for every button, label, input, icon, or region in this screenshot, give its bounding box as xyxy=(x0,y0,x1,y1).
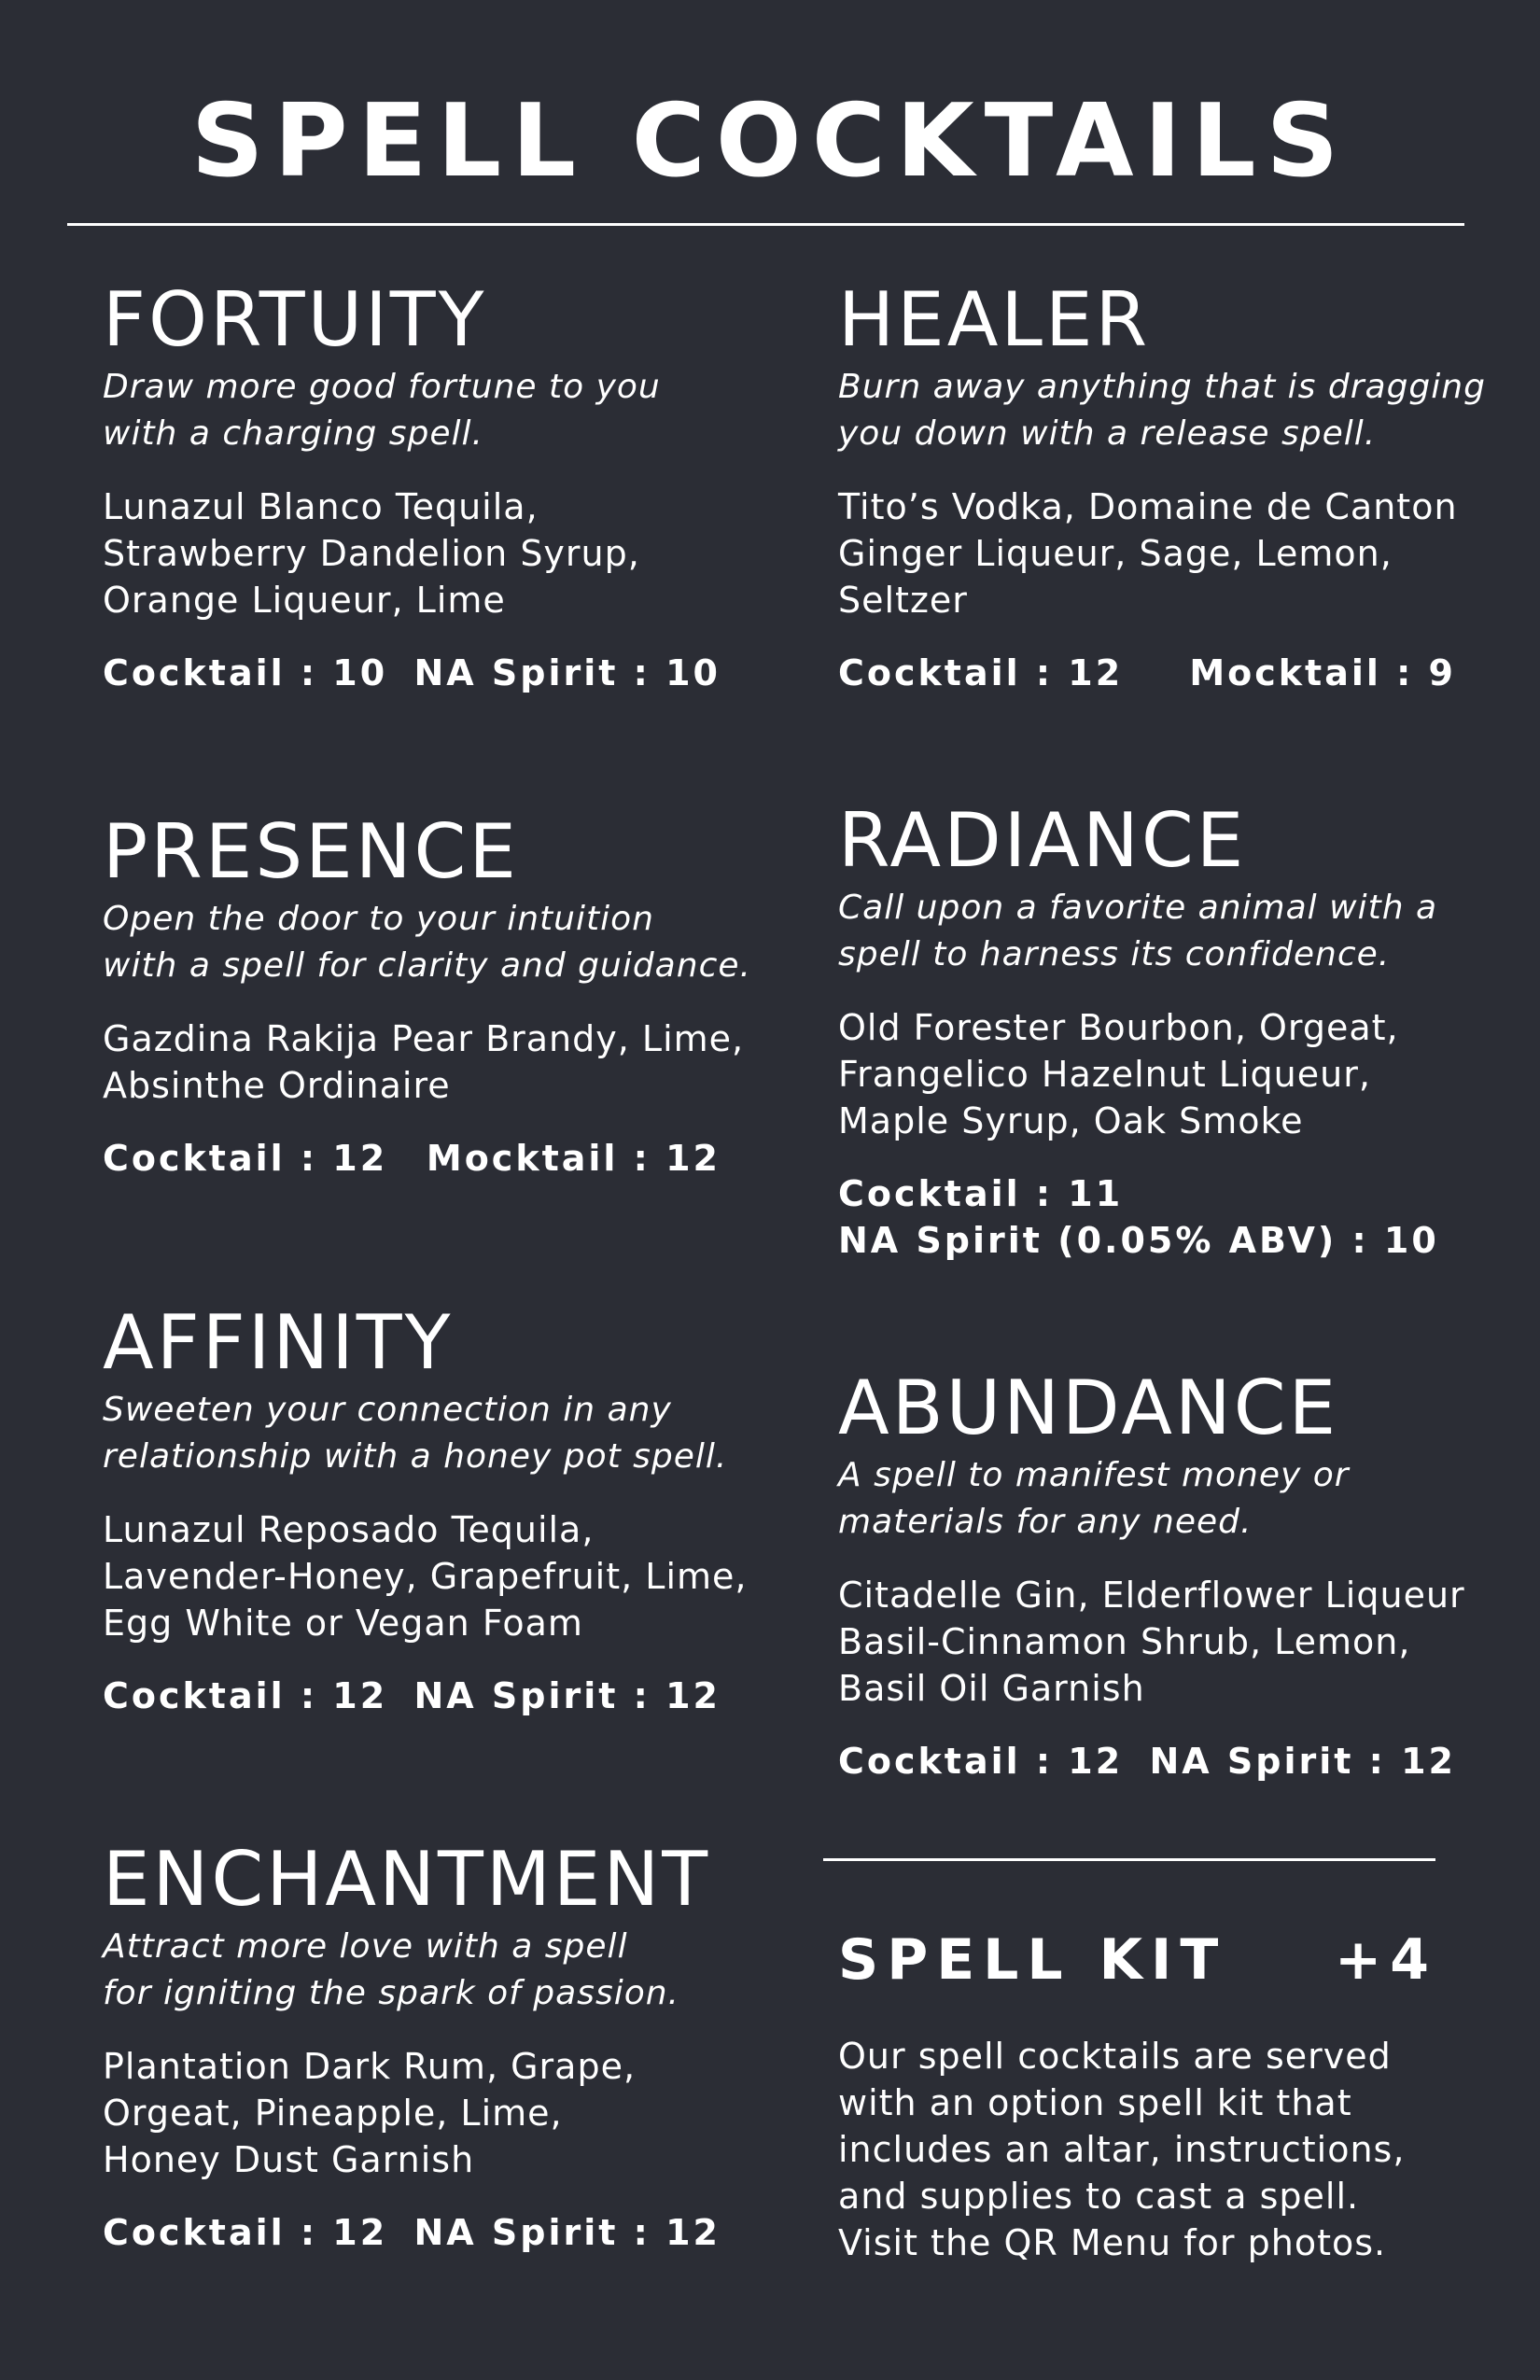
item-ingredients: Citadelle Gin, Elderflower Liqueur Basil-Cinnamon Shrub, Lemon, Basil Oil Garnish xyxy=(838,1575,1465,1709)
item-name: RADIANCE xyxy=(838,797,1247,884)
price-cocktail: Cocktail : 12 xyxy=(838,1741,1124,1782)
item-prices xyxy=(103,2209,721,2256)
item-ingredients: Lunazul Reposado Tequila, Lavender-Honey, Grapefruit, Lime, Egg White or Vegan Foam xyxy=(103,1509,748,1644)
spell-kit-section xyxy=(838,1923,1445,2302)
menu-item-enchantment xyxy=(103,1838,775,2256)
menu-item-healer xyxy=(838,278,1510,696)
item-description: Call upon a favorite animal with a spell to harness its confidence. xyxy=(838,889,1438,973)
price-na-spirit: NA Spirit : 12 xyxy=(413,1675,721,1716)
menu-item-affinity xyxy=(103,1301,775,1719)
price-na-spirit: NA Spirit (0.05% ABV) : 10 xyxy=(838,1220,1439,1261)
item-description: A spell to manifest money or materials for any need. xyxy=(838,1456,1350,1541)
item-ingredients: Old Forester Bourbon, Orgeat, Frangelico Hazelnut Liqueur, Maple Syrup, Oak Smoke xyxy=(838,1007,1399,1141)
price-cocktail: Cocktail : 11 xyxy=(838,1173,1124,1214)
item-prices xyxy=(838,1170,1456,1264)
spell-kit-divider xyxy=(823,1858,1435,1861)
price-mocktail: Mocktail : 12 xyxy=(426,1138,721,1179)
price-na-spirit: NA Spirit : 12 xyxy=(413,2212,721,2253)
item-name: HEALER xyxy=(838,276,1151,363)
item-prices xyxy=(838,1738,1456,1785)
price-cocktail: Cocktail : 12 xyxy=(838,652,1124,693)
page-title: SPELL COCKTAILS xyxy=(190,83,1350,200)
item-name: ABUNDANCE xyxy=(838,1365,1339,1451)
spell-kit-description: Our spell cocktails are served with an option spell kit that includes an altar, instructions, and supplies to cast a spell. Visit the QR Menu for photos. xyxy=(838,2036,1406,2263)
price-cocktail: Cocktail : 10 xyxy=(103,652,388,693)
item-prices xyxy=(103,650,721,696)
spell-kit-header xyxy=(838,1923,1437,1997)
item-name: AFFINITY xyxy=(103,1299,454,1386)
item-ingredients: Gazdina Rakija Pear Brandy, Lime, Absinthe Ordinaire xyxy=(103,1018,745,1106)
price-cocktail: Cocktail : 12 xyxy=(103,2212,388,2253)
item-description: Sweeten your connection in any relationship with a honey pot spell. xyxy=(103,1391,728,1476)
item-ingredients: Tito’s Vodka, Domaine de Canton Ginger Liqueur, Sage, Lemon, Seltzer xyxy=(838,486,1458,621)
item-description: Burn away anything that is dragging you down with a release spell. xyxy=(838,368,1486,453)
item-prices xyxy=(838,650,1456,696)
item-name: ENCHANTMENT xyxy=(103,1836,711,1923)
menu-item-fortuity xyxy=(103,278,775,696)
price-mocktail: Mocktail : 9 xyxy=(1189,652,1456,693)
item-name: FORTUITY xyxy=(103,276,487,363)
price-cocktail: Cocktail : 12 xyxy=(103,1138,388,1179)
item-ingredients: Lunazul Blanco Tequila, Strawberry Dandelion Syrup, Orange Liqueur, Lime xyxy=(103,486,640,621)
item-ingredients: Plantation Dark Rum, Grape, Orgeat, Pineapple, Lime, Honey Dust Garnish xyxy=(103,2046,637,2180)
price-cocktail: Cocktail : 12 xyxy=(103,1675,388,1716)
spell-kit-price: +4 xyxy=(1334,1927,1437,1993)
item-prices xyxy=(103,1135,721,1182)
price-na-spirit: NA Spirit : 12 xyxy=(1149,1741,1456,1782)
menu-item-radiance xyxy=(838,799,1510,1264)
item-name: PRESENCE xyxy=(103,808,519,895)
menu-item-abundance xyxy=(838,1366,1510,1785)
price-na-spirit: NA Spirit : 10 xyxy=(413,652,721,693)
item-description: Open the door to your intuition with a spell for clarity and guidance. xyxy=(103,900,751,985)
item-prices xyxy=(103,1673,721,1719)
item-description: Attract more love with a spell for igniting the spark of passion. xyxy=(103,1927,679,2012)
item-description: Draw more good fortune to you with a charging spell. xyxy=(103,368,661,453)
menu-item-presence xyxy=(103,810,775,1182)
title-divider xyxy=(67,223,1464,226)
spell-kit-title: SPELL KIT xyxy=(838,1927,1227,1993)
